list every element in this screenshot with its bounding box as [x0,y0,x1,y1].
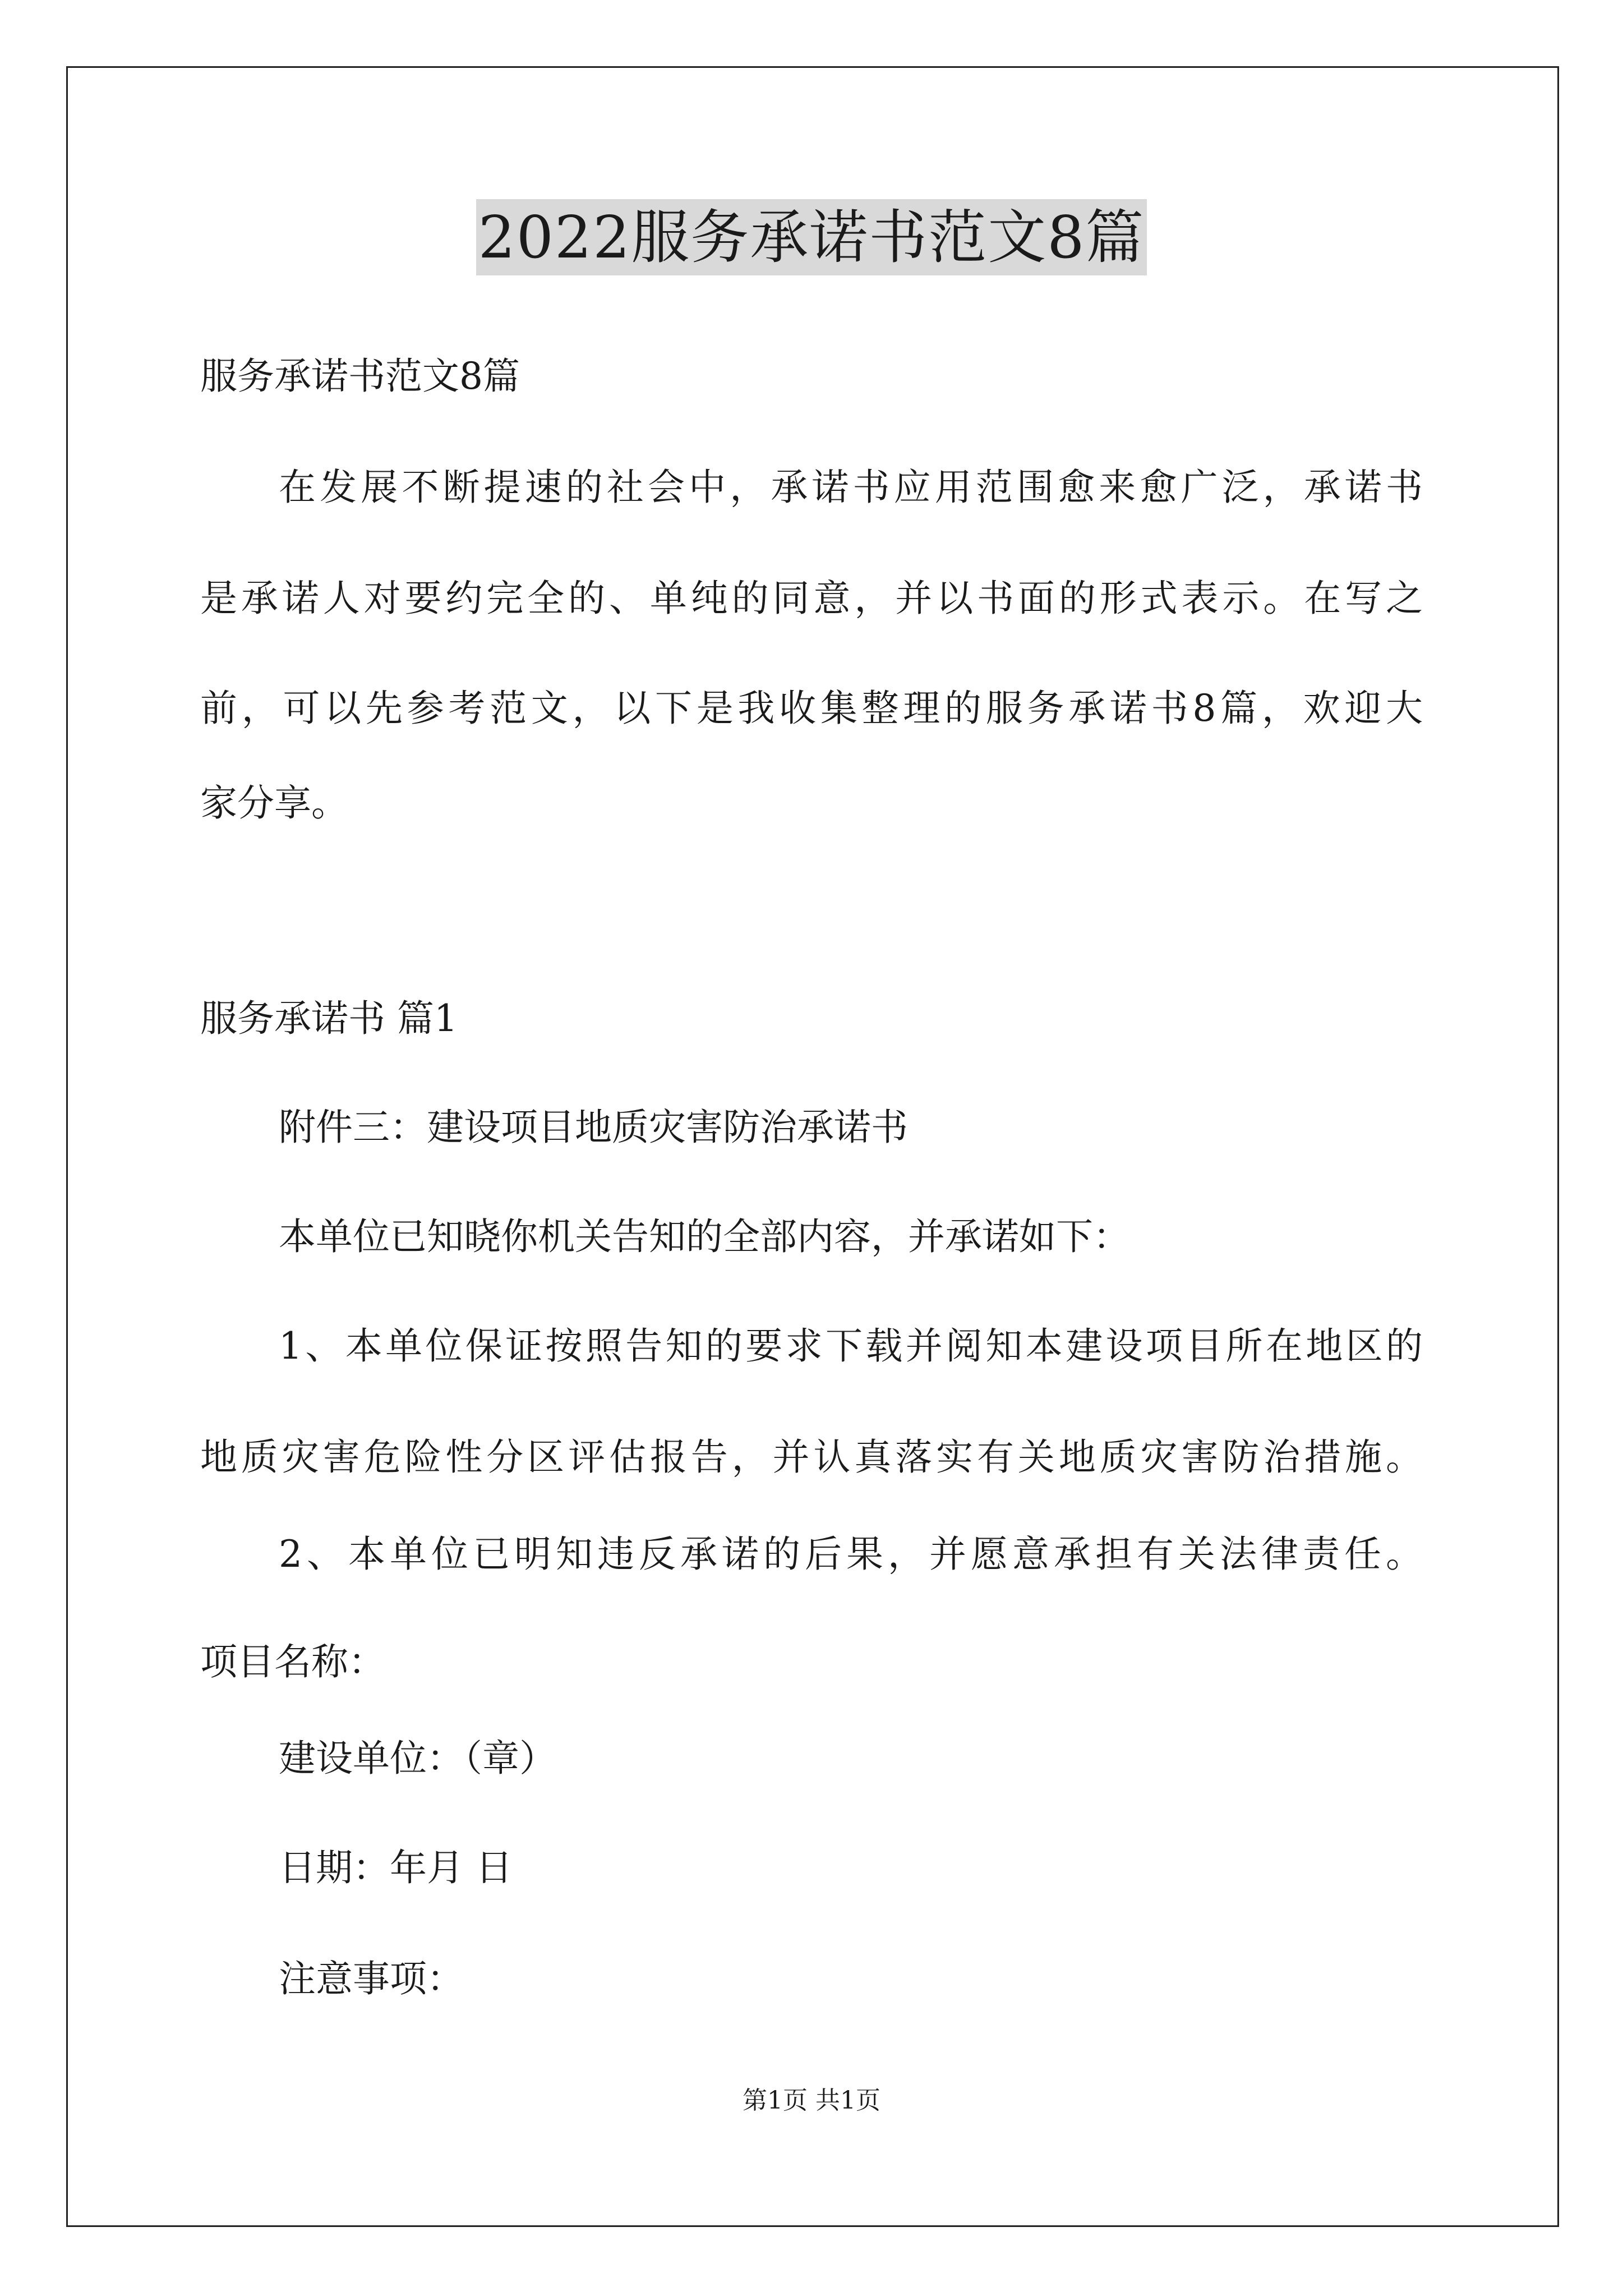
intro-line-3: 前，可以先参考范文，以下是我收集整理的服务承诺书8篇，欢迎大 [200,687,1423,730]
attachment-title: 附件三：建设项目地质灾害防治承诺书 [279,1106,908,1149]
title-container [0,199,1623,275]
notes-label: 注意事项： [279,1957,464,2000]
document-title: 2022服务承诺书范文8篇 [476,199,1147,275]
item-1-line-2: 地质灾害危险性分区评估报告，并认真落实有关地质灾害防治措施。 [200,1435,1423,1479]
item-2: 2、本单位已明知违反承诺的后果，并愿意承担有关法律责任。 [279,1533,1423,1576]
intro-line-4: 家分享。 [200,781,348,825]
intro-line-1: 在发展不断提速的社会中，承诺书应用范围愈来愈广泛，承诺书 [279,466,1423,509]
item-1-line-1: 1、本单位保证按照告知的要求下载并阅知本建设项目所在地区的 [279,1324,1423,1368]
page-footer: 第1页 共1页 [743,2086,880,2115]
construction-unit-label: 建设单位：（章） [279,1737,556,1780]
commitment-statement: 本单位已知晓你机关告知的全部内容，并承诺如下： [279,1215,1130,1258]
project-name-label: 项目名称： [200,1640,385,1683]
intro-line-2: 是承诺人对要约完全的、单纯的同意，并以书面的形式表示。在写之 [200,577,1423,620]
date-label: 日期：年月 日 [279,1846,513,1889]
section-heading: 服务承诺书 篇1 [200,997,458,1040]
document-subtitle: 服务承诺书范文8篇 [200,355,520,398]
